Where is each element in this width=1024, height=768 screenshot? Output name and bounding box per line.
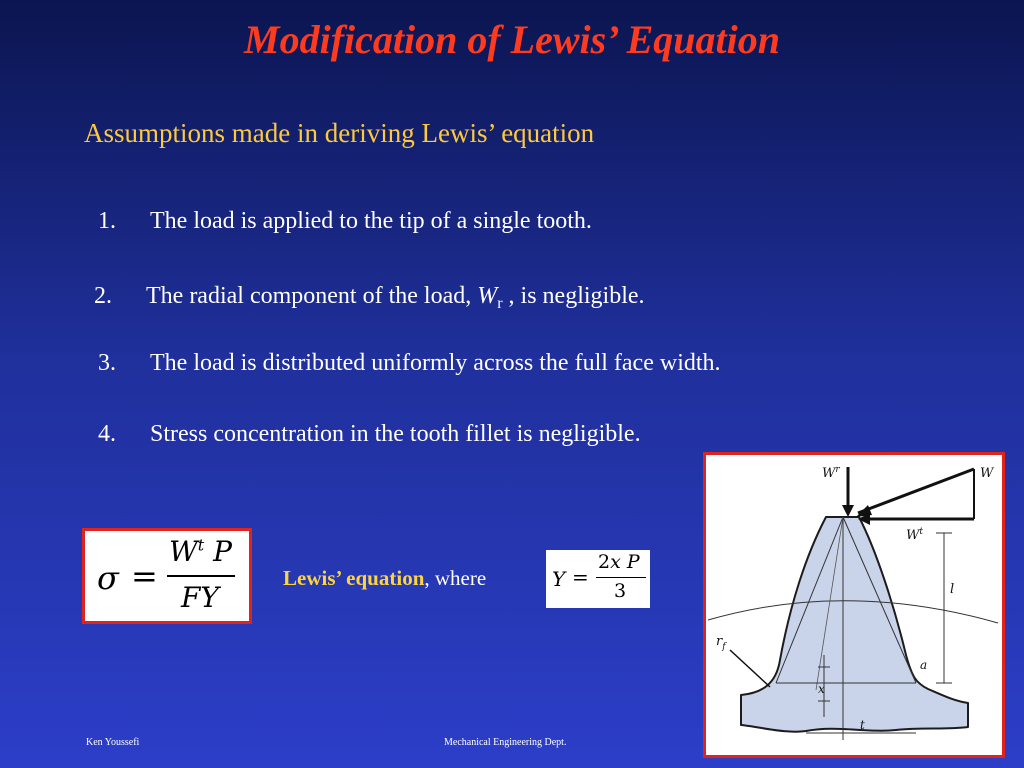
label-w: W — [980, 466, 994, 481]
footer-department: Mechanical Engineering Dept. — [444, 737, 567, 748]
y-denominator: 3 — [614, 580, 627, 602]
gear-tooth-diagram — [706, 455, 1002, 755]
radial-load-arrowhead — [842, 505, 854, 517]
item-number: 3. — [98, 350, 116, 376]
item-number: 2. — [94, 283, 112, 309]
assumption-item — [98, 350, 721, 377]
footer-author: Ken Youssefi — [86, 737, 140, 748]
y-formula-box — [546, 550, 650, 608]
radial-load-symbol: W — [477, 283, 498, 309]
assumption-item — [94, 283, 645, 310]
label-l: l — [950, 582, 955, 597]
item-text: The load is applied to the tip of a single tooth. — [150, 208, 592, 234]
label-a: a — [920, 658, 928, 672]
formula-equals: = — [131, 557, 158, 595]
item-text: The radial component of the load, — [146, 283, 478, 309]
lewis-equation-label: Lewis’ equation, where — [283, 566, 487, 590]
y-fraction-bar — [596, 577, 646, 578]
fillet-leader — [730, 650, 770, 687]
item-number: 1. — [98, 208, 116, 234]
item-number: 4. — [98, 421, 116, 447]
resultant-load-arrow — [858, 469, 974, 513]
formula-fraction-bar — [167, 575, 235, 577]
label-wr: $W^r$ — [822, 465, 840, 481]
item-text-after: , is negligible. — [502, 283, 645, 309]
y-symbol: Y — [552, 567, 566, 591]
formula-denominator: FY — [181, 581, 219, 614]
tooth-body — [741, 517, 968, 732]
assumption-item — [98, 208, 592, 235]
label-wt: $W^t$ — [906, 527, 923, 543]
gear-tooth-figure — [703, 452, 1005, 758]
formula-sigma: σ — [97, 559, 119, 597]
y-equals: = — [572, 565, 589, 589]
radial-load-subscript: r — [497, 295, 503, 312]
item-text: Stress concentration in the tooth fillet is negligible. — [150, 421, 641, 447]
label-x: x — [818, 682, 825, 696]
label-t: t — [860, 718, 865, 732]
assumption-item — [98, 421, 641, 448]
slide-title: Modification of Lewis’ Equation — [244, 17, 780, 62]
slide-subtitle: Assumptions made in deriving Lewis’ equation — [84, 118, 595, 148]
lewis-formula-box — [82, 528, 252, 624]
label-rf: $r_f$ — [716, 634, 726, 652]
item-text: The load is distributed uniformly across the full face width. — [150, 350, 721, 376]
formula-numerator: $W^t$ P — [169, 535, 232, 568]
y-numerator: 2x P — [598, 551, 640, 573]
